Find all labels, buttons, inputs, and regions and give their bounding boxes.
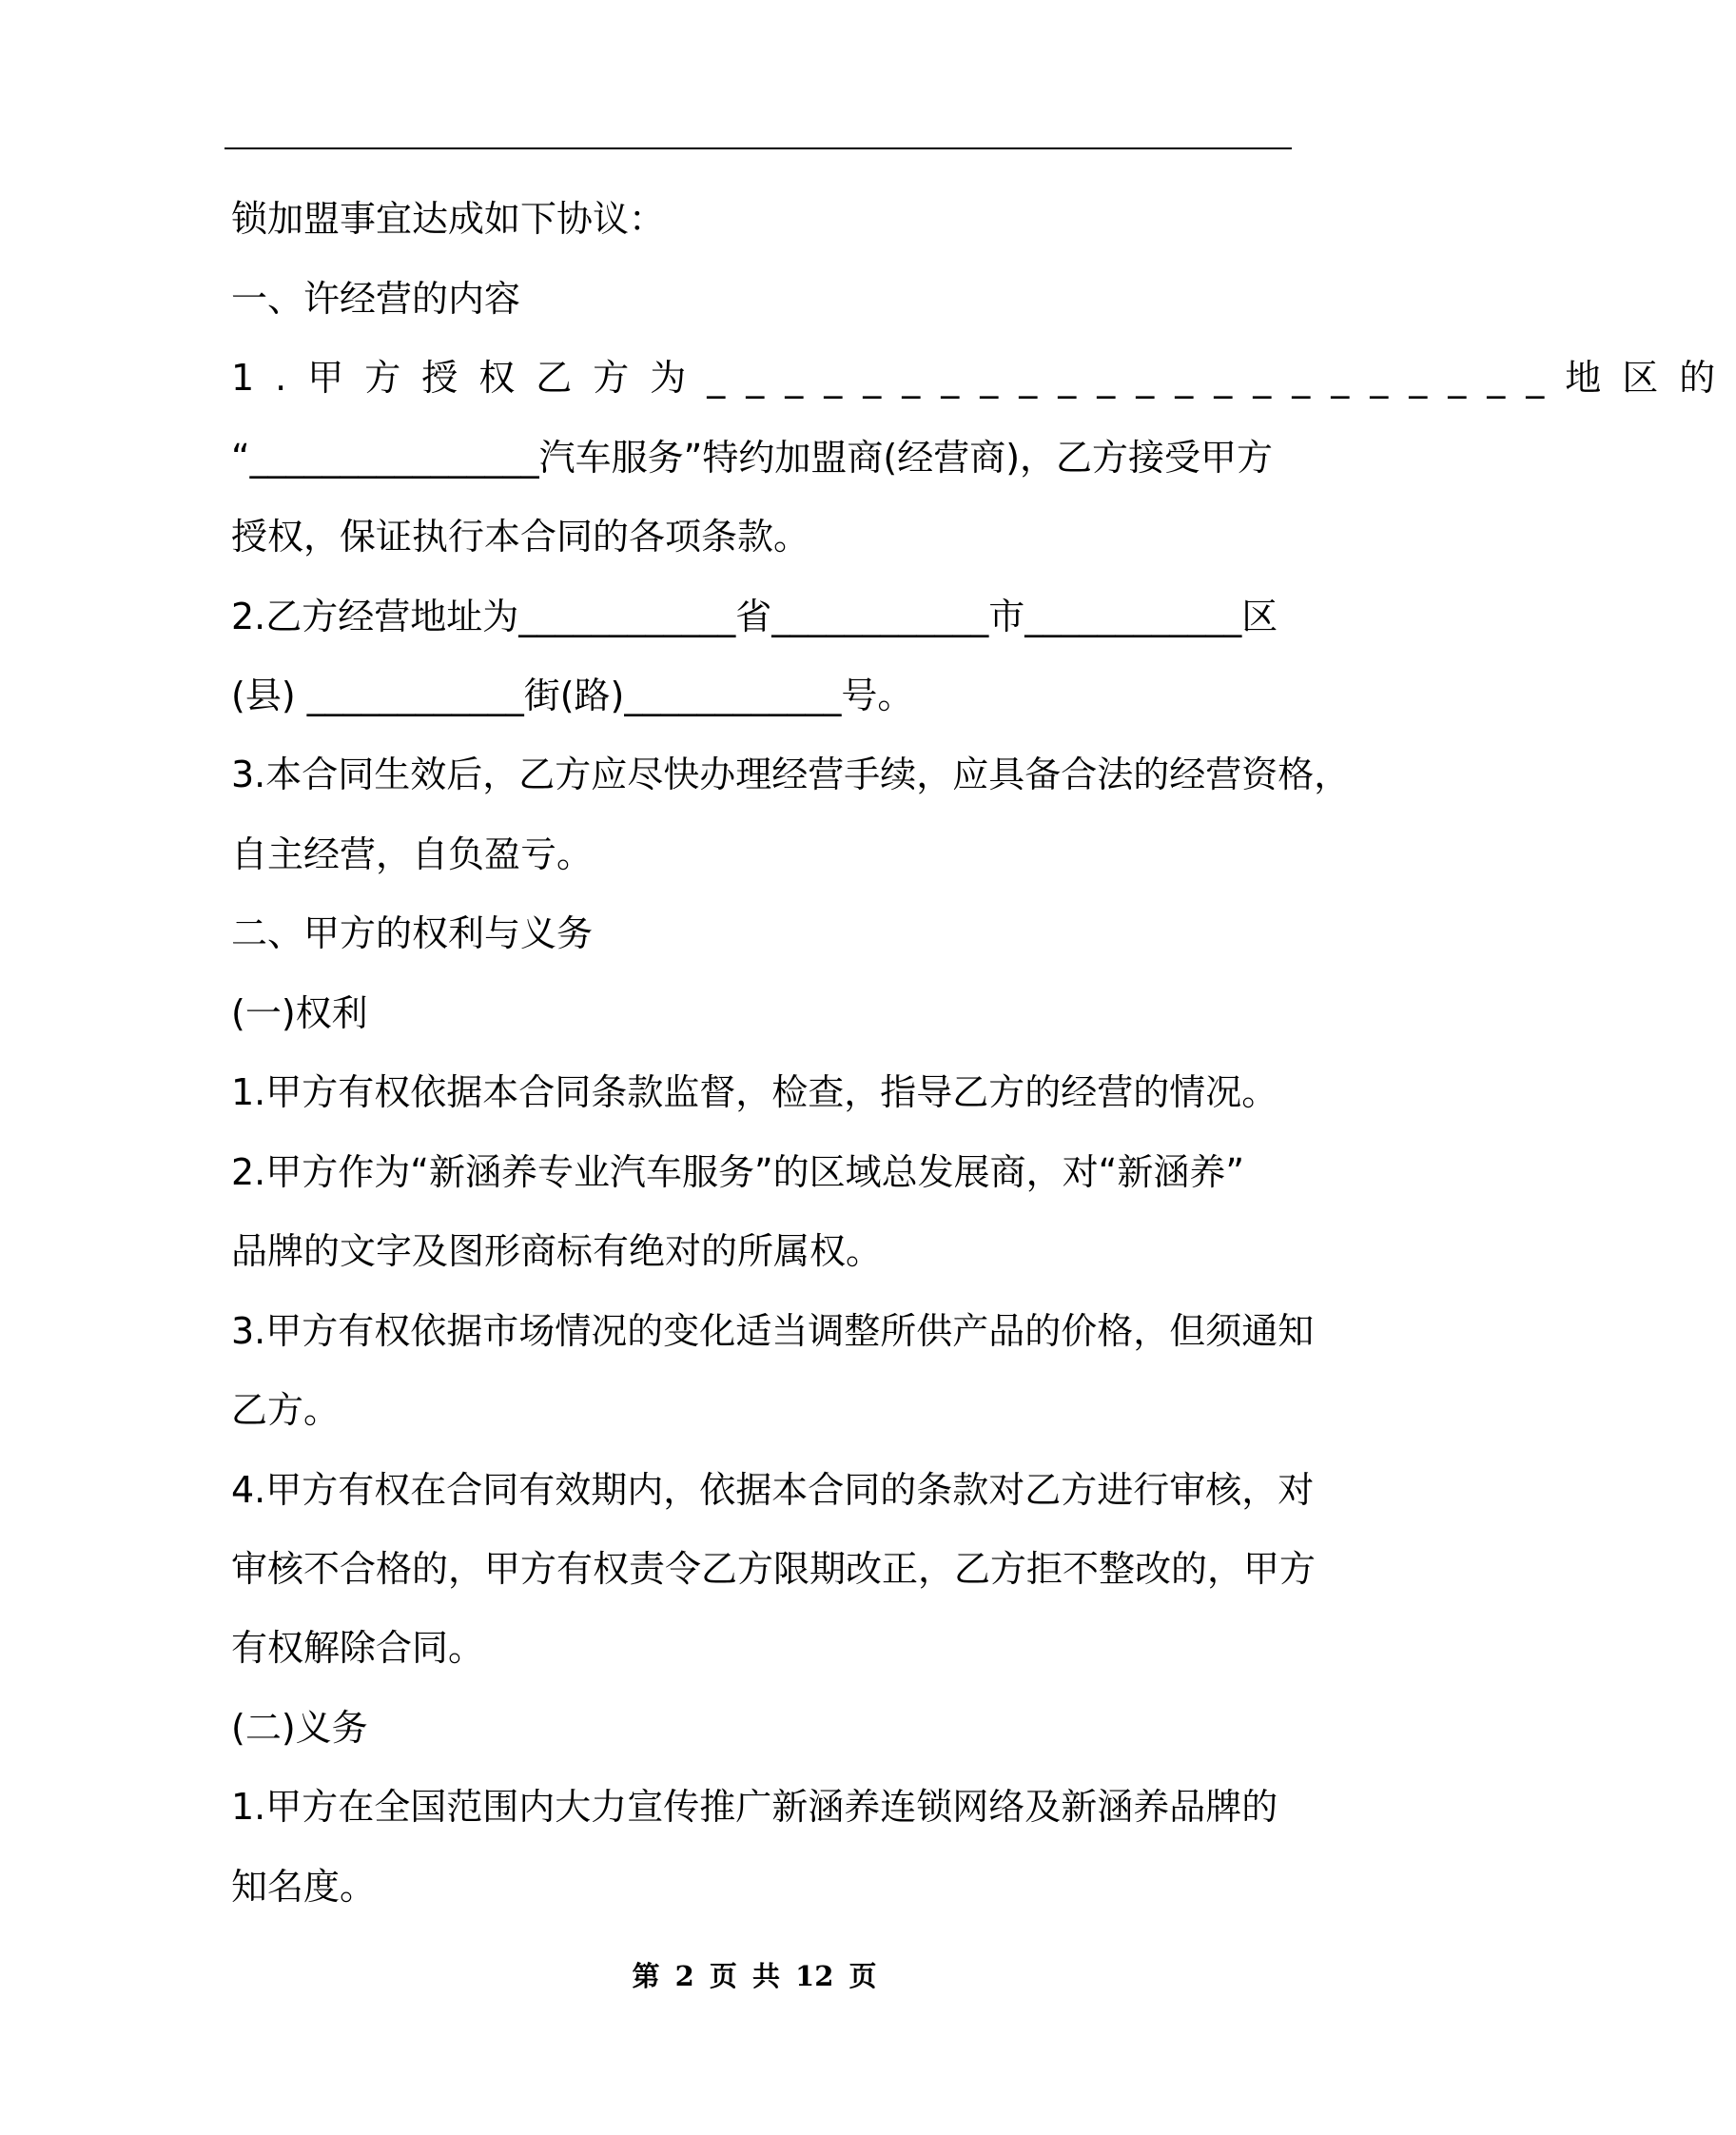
text-line-8: 3.本合同生效后，乙方应尽快办理经营手续，应具备合法的经营资格， xyxy=(231,754,1351,795)
text-line-12: 1.甲方有权依据本合同条款监督，检查，指导乙方的经营的情况。 xyxy=(231,1071,1278,1113)
text-line-5: 授权，保证执行本合同的各项条款。 xyxy=(231,516,810,558)
section-heading-2: 二、甲方的权利与义务 xyxy=(231,912,594,954)
text-line-19: 有权解除合同。 xyxy=(231,1627,485,1669)
text-line-1: 锁加盟事宜达成如下协议： xyxy=(231,198,666,240)
text-line-3: 1.甲方授权乙方为______________________地区的 xyxy=(231,357,1736,399)
text-line-18: 审核不合格的，甲方有权责令乙方限期改正，乙方拒不整改的，甲方 xyxy=(231,1548,1317,1590)
text-line-17: 4.甲方有权在合同有效期内，依据本合同的条款对乙方进行审核，对 xyxy=(231,1469,1315,1511)
text-line-6: 2.乙方经营地址为____________省____________市____________区 xyxy=(231,596,1278,637)
page-number-footer: 第 2 页 共 12 页 xyxy=(632,1960,877,1992)
text-line-4: “________________汽车服务”特约加盟商(经营商)，乙方接受甲方 xyxy=(231,437,1274,479)
subsection-heading-duties: (二)义务 xyxy=(231,1707,368,1749)
header-rule xyxy=(224,147,1292,149)
text-line-21: 1.甲方在全国范围内大力宣传推广新涵养连锁网络及新涵养品牌的 xyxy=(231,1786,1278,1828)
subsection-heading-rights: (一)权利 xyxy=(231,992,368,1034)
text-line-7: (县) ____________街(路)____________号。 xyxy=(231,675,914,716)
text-line-22: 知名度。 xyxy=(231,1866,377,1908)
section-heading-1: 一、许经营的内容 xyxy=(231,278,521,320)
text-line-15: 3.甲方有权依据市场情况的变化适当调整所供产品的价格，但须通知 xyxy=(231,1310,1315,1352)
text-line-9: 自主经营，自负盈亏。 xyxy=(231,833,594,875)
text-line-13: 2.甲方作为“新涵养专业汽车服务”的区域总发展商，对“新涵养” xyxy=(231,1151,1245,1193)
text-line-16: 乙方。 xyxy=(231,1389,341,1431)
text-line-14: 品牌的文字及图形商标有绝对的所属权。 xyxy=(231,1230,883,1272)
